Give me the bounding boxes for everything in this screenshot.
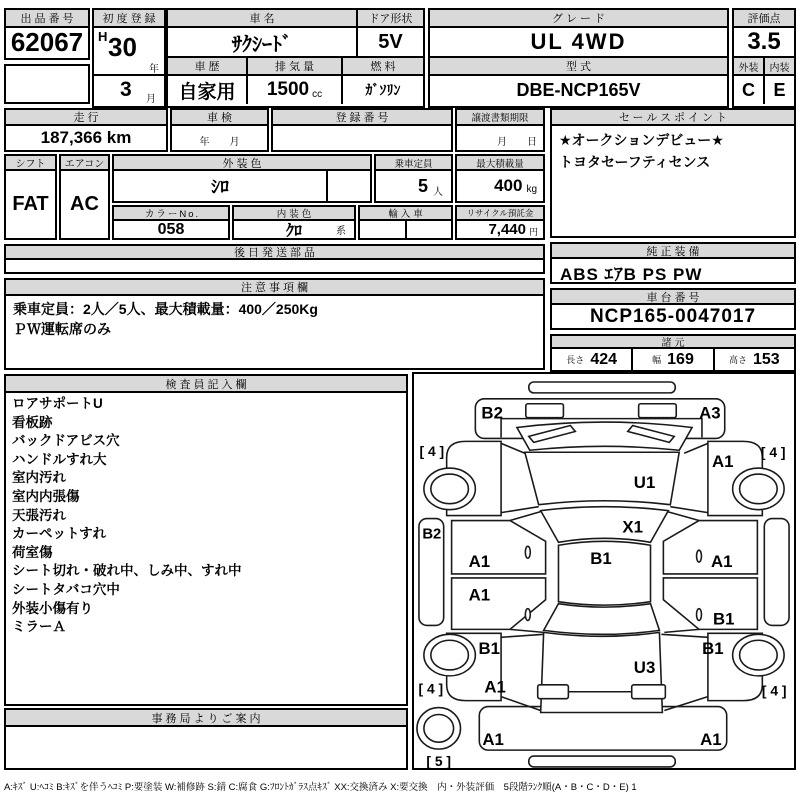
door-handle-front-right	[697, 550, 702, 562]
cowl-band	[541, 507, 669, 543]
sales-points-label: セールスポイント	[552, 110, 794, 126]
car-name-panel	[166, 8, 425, 108]
interior-color-panel	[232, 205, 356, 240]
car-damage-diagram	[414, 374, 794, 768]
fold-line	[667, 512, 699, 521]
inspector-line: シートタバコ穴中	[12, 581, 120, 597]
recycle-fee-panel	[455, 205, 545, 240]
fold-line	[501, 507, 539, 513]
door-handle-rear-left	[525, 609, 530, 621]
displacement-label: 排気量	[248, 58, 343, 74]
inspector-line: 荷室傷	[12, 544, 53, 560]
tire-depth-front-right: [ 4 ]	[760, 444, 786, 461]
car-name-label: 車名	[168, 10, 358, 26]
length-label: 長さ	[566, 355, 585, 365]
exterior-color-panel	[112, 154, 372, 203]
dimensions-label: 諸元	[552, 336, 794, 349]
interior-label: 内装	[765, 58, 794, 74]
headlight-right	[639, 404, 677, 418]
first-registration-label: 初度登録	[94, 10, 164, 28]
fold-line	[664, 629, 699, 632]
dimensions-panel	[550, 334, 796, 372]
notes-line: 乗車定員：2人／5人、最大積載量：400／250Kg	[13, 301, 318, 317]
legend-text: A:ｷｽﾞ U:ﾍｺﾐ B:ｷｽﾞを伴うﾍｺﾐ P:要塗装 W:補修跡 S:錆 C:腐食 G:ﾌﾛﾝﾄｶﾞﾗｽ点ｷｽﾞ XX:交換済み X:要交換 内・外装評価 5段階ﾗﾝｸ順(A・B・C・D・E) 1	[4, 782, 637, 793]
door-shape-label: ドア形状	[358, 10, 423, 26]
displacement-value: 1500	[266, 79, 310, 100]
aircon-label: エアコン	[61, 156, 108, 171]
fold-line	[670, 507, 708, 513]
shift-label: シフト	[6, 156, 55, 171]
displacement-unit: cc	[312, 88, 323, 100]
right-rocker-panel	[764, 519, 789, 626]
inspector-line: 室内内張傷	[12, 488, 80, 504]
height-value: 153	[752, 350, 780, 368]
transfer-deadline-value: 月 日	[497, 137, 537, 148]
era-value: H	[98, 29, 108, 44]
damage-label-rear-panel-right: A1	[700, 730, 722, 750]
damage-label-left-front-door: A1	[468, 552, 491, 572]
damage-label-left-rear-door: A1	[468, 585, 491, 605]
tire-depth-rear-left: [ 4 ]	[418, 680, 444, 697]
shift-panel	[4, 154, 57, 240]
left-front-door	[452, 521, 546, 574]
reg-month-unit: 月	[146, 94, 156, 105]
shift-value: FAT	[12, 193, 49, 215]
damage-label-right-rear-fender: B1	[702, 639, 724, 659]
sales-point-line: トヨタセーフティセンス	[559, 154, 711, 170]
interior-color-suffix: 系	[336, 226, 346, 237]
grade-panel	[428, 8, 729, 108]
mileage-label: 走行	[6, 110, 166, 126]
inspector-notes-panel	[4, 374, 408, 706]
headlight-left	[526, 404, 564, 418]
reg-month-value: 3	[120, 78, 132, 101]
mileage-panel	[4, 108, 168, 152]
reg-year-value: 30	[108, 32, 137, 62]
shaken-panel	[170, 108, 269, 152]
rear-bumper-bottom	[529, 756, 675, 767]
recycle-fee-label: リサイクル預託金	[457, 207, 543, 221]
recycle-fee-unit: 円	[528, 227, 538, 237]
aircon-value: AC	[70, 193, 99, 215]
lot-number-panel	[4, 8, 90, 60]
front-bumper-top	[529, 382, 675, 393]
max-load-label: 最大積載量	[457, 156, 543, 171]
grade-value: UL 4WD	[430, 28, 727, 58]
wheel-front-right-inner	[740, 474, 778, 504]
import-car-label: 輸入車	[360, 207, 451, 221]
tire-depth-front-left: [ 4 ]	[419, 443, 445, 460]
door-handle-rear-right	[697, 609, 702, 621]
score-panel	[732, 8, 796, 108]
exterior-color-label: 外装色	[114, 156, 370, 171]
color-no-panel	[112, 205, 230, 240]
registration-number-value	[273, 126, 451, 150]
import-car-cell-1	[360, 221, 407, 238]
later-parts-panel	[4, 244, 545, 274]
exterior-label: 外装	[734, 58, 765, 74]
damage-label-left-rear-fender-b: B1	[478, 639, 500, 659]
score-label: 評価点	[734, 10, 794, 28]
wheel-rear-left-inner	[431, 640, 469, 670]
right-rear-door	[663, 578, 757, 629]
interior-color-label: 内装色	[234, 207, 354, 221]
damage-label-hood: U1	[633, 472, 656, 492]
door-shape-value: 5V	[378, 30, 403, 53]
inspector-line: 看板跡	[12, 414, 53, 430]
notes-panel	[4, 278, 545, 370]
car-name-value: ｻｸｼｰﾄﾞ	[168, 28, 358, 56]
sales-points-panel	[550, 108, 796, 238]
registration-number-label: 登録番号	[273, 110, 451, 126]
door-handle-front-left	[525, 546, 530, 558]
history-value: 自家用	[168, 76, 248, 104]
reg-year-unit: 年	[149, 64, 159, 75]
height-label: 高さ	[728, 355, 747, 365]
left-rear-door	[452, 578, 546, 629]
inspector-line: ミラーＡ	[12, 619, 66, 635]
inspector-line: ハンドルすれ大	[12, 451, 107, 467]
inspector-line: ロアサポートU	[12, 396, 103, 411]
damage-label-left-rocker: B2	[422, 526, 442, 543]
notes-label: 注意事項欄	[6, 280, 543, 296]
damage-label-right-rear-door: B1	[712, 609, 735, 629]
spare-tire-inner	[424, 714, 454, 742]
aircon-panel	[59, 154, 110, 240]
damage-label-roof: B1	[590, 549, 612, 569]
shaken-value: 年 月	[199, 137, 240, 148]
office-info-panel	[4, 708, 408, 770]
interior-grade-value: E	[773, 79, 786, 100]
capacity-unit: 人	[433, 186, 443, 198]
tire-depth-spare: [ 5 ]	[426, 752, 452, 768]
exterior-color-empty-cell	[328, 171, 370, 201]
chassis-number-value: NCP165-0047017	[589, 305, 757, 327]
width-value: 169	[667, 350, 694, 368]
fold-line	[501, 443, 525, 453]
mileage-value: 187,366 km	[40, 128, 132, 147]
max-load-panel	[455, 154, 545, 203]
damage-label-right-front-door: A1	[711, 552, 733, 572]
model-label: 型式	[430, 58, 727, 76]
import-car-panel	[358, 205, 453, 240]
score-value: 3.5	[734, 28, 794, 58]
wheel-rear-right-inner	[740, 640, 778, 670]
chassis-number-label: 車台番号	[552, 290, 794, 305]
equipment-label: 純正装備	[552, 244, 794, 259]
equipment-value: ABS ｴｱB PS PW	[560, 265, 703, 284]
later-parts-label: 後日発送部品	[6, 246, 543, 260]
damage-label-front-right-fender: A1	[712, 452, 734, 472]
exterior-grade-value: C	[734, 76, 765, 104]
hood	[525, 452, 679, 504]
license-plate-right	[632, 685, 666, 699]
inspector-line: 室内汚れ	[12, 470, 66, 486]
max-load-value: 400	[494, 176, 523, 195]
damage-label-rear-panel-left: A1	[482, 730, 504, 750]
notes-line: ＰＷ運転席のみ	[13, 321, 111, 337]
lot-number-value: 62067	[10, 26, 84, 57]
transfer-deadline-label: 譲渡書類期限	[457, 110, 543, 126]
capacity-value: 5	[417, 175, 428, 196]
lot-empty-box	[4, 64, 90, 104]
inspector-line: 天張汚れ	[12, 507, 66, 523]
fold-line	[510, 512, 541, 521]
damage-label-front-left: B2	[481, 403, 503, 423]
max-load-unit: kg	[526, 184, 537, 195]
sales-point-line: ★オークションデビュー★	[559, 132, 724, 148]
capacity-label: 乗車定員	[376, 156, 451, 171]
interior-color-value: ｸﾛ	[285, 223, 302, 238]
grade-label: グレード	[430, 10, 727, 28]
capacity-panel	[374, 154, 453, 203]
fuel-label: 燃料	[343, 58, 423, 74]
color-no-label: カラーNo.	[114, 207, 228, 221]
fold-line	[661, 634, 708, 637]
fuel-value: ｶﾞｿﾘﾝ	[365, 82, 401, 98]
registration-number-panel	[271, 108, 453, 152]
license-plate-left	[538, 685, 569, 699]
lot-number-label: 出品番号	[6, 10, 88, 28]
model-value: DBE-NCP165V	[516, 79, 641, 100]
later-parts-value	[6, 260, 543, 272]
inspector-notes-label: 検査員記入欄	[6, 376, 406, 393]
width-label: 幅	[652, 355, 662, 365]
color-no-value: 058	[157, 220, 185, 238]
wheel-front-left-inner	[431, 474, 469, 504]
damage-label-rear-gate: U3	[633, 657, 656, 677]
damage-label-cowl: X1	[622, 517, 643, 537]
fold-line	[510, 629, 544, 632]
tire-depth-rear-right: [ 4 ]	[761, 682, 787, 699]
first-registration-panel	[92, 8, 166, 108]
fold-line	[501, 634, 544, 637]
rear-window	[544, 604, 660, 635]
inspector-line: 外装小傷有り	[12, 600, 93, 616]
chassis-number-panel	[550, 288, 796, 330]
inspector-line: バックドアビス穴	[12, 433, 120, 449]
inspector-line: シート切れ・破れ中、しみ中、すれ中	[12, 563, 242, 579]
damage-label-left-rear-fender-a: A1	[484, 677, 506, 697]
equipment-panel	[550, 242, 796, 284]
recycle-fee-value: 7,440	[488, 221, 526, 238]
shaken-label: 車検	[172, 110, 267, 126]
damage-diagram-panel	[412, 372, 796, 770]
exterior-color-value: ｼﾛ	[114, 171, 328, 201]
office-info-label: 事務局よりご案内	[6, 710, 406, 727]
inspector-line: カーペットすれ	[12, 526, 107, 542]
length-value: 424	[590, 350, 618, 368]
history-label: 車歴	[168, 58, 248, 74]
damage-label-front-right: A3	[699, 403, 721, 423]
transfer-deadline-panel	[455, 108, 545, 152]
office-info-value	[6, 727, 406, 768]
fold-line	[684, 443, 708, 453]
import-car-cell-2	[407, 221, 452, 238]
